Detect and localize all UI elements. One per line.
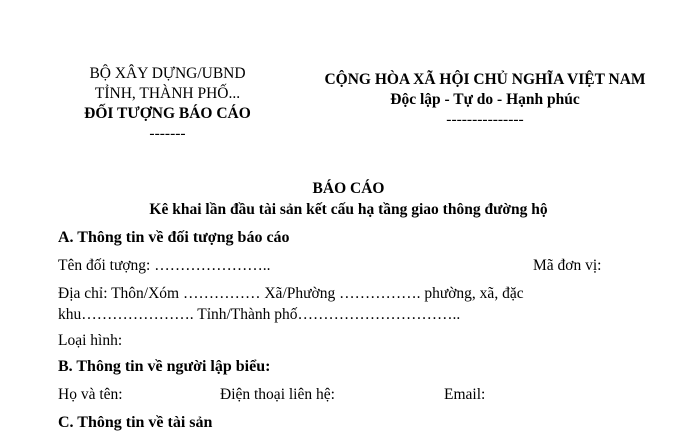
preparer-phone-field: Điện thoại liên hệ: (220, 386, 335, 403)
preparer-name-field: Họ và tên: (58, 386, 123, 403)
report-title: BÁO CÁO (312, 180, 385, 197)
section-c-title: C. Thông tin về tài sản (58, 414, 213, 431)
motto-divider: --------------- (446, 111, 524, 128)
section-b-title: B. Thông tin về người lập biểu: (58, 358, 271, 375)
agency-line-province: TỈNH, THÀNH PHỐ... (94, 85, 241, 102)
national-motto: Độc lập - Tự do - Hạnh phúc (390, 91, 580, 108)
issuing-agency-header (40, 64, 295, 144)
address-line-2: khu…………………. Tỉnh/Thành phố………………………….. (58, 306, 461, 323)
national-motto-header (300, 70, 670, 130)
agency-divider: ------- (149, 125, 186, 142)
entity-type-field: Loại hình: (58, 332, 123, 349)
entity-name-field: Tên đối tượng: ………………….. (58, 257, 271, 274)
country-name: CỘNG HÒA XÃ HỘI CHỦ NGHĨA VIỆT NAM (324, 71, 646, 88)
address-line-1: Địa chỉ: Thôn/Xóm …………… Xã/Phường ……………. phường, xã, đặc (58, 285, 524, 302)
agency-line-reporting-entity: ĐỐI TƯỢNG BÁO CÁO (84, 105, 251, 122)
unit-code-field: Mã đơn vị: (533, 257, 602, 274)
report-subtitle: Kê khai lần đầu tài sản kết cấu hạ tầng giao thông đường hộ (149, 201, 548, 218)
section-a-title: A. Thông tin về đối tượng báo cáo (58, 229, 290, 246)
agency-line-ministry: BỘ XÂY DỰNG/UBND (89, 65, 246, 82)
preparer-email-field: Email: (444, 386, 486, 403)
